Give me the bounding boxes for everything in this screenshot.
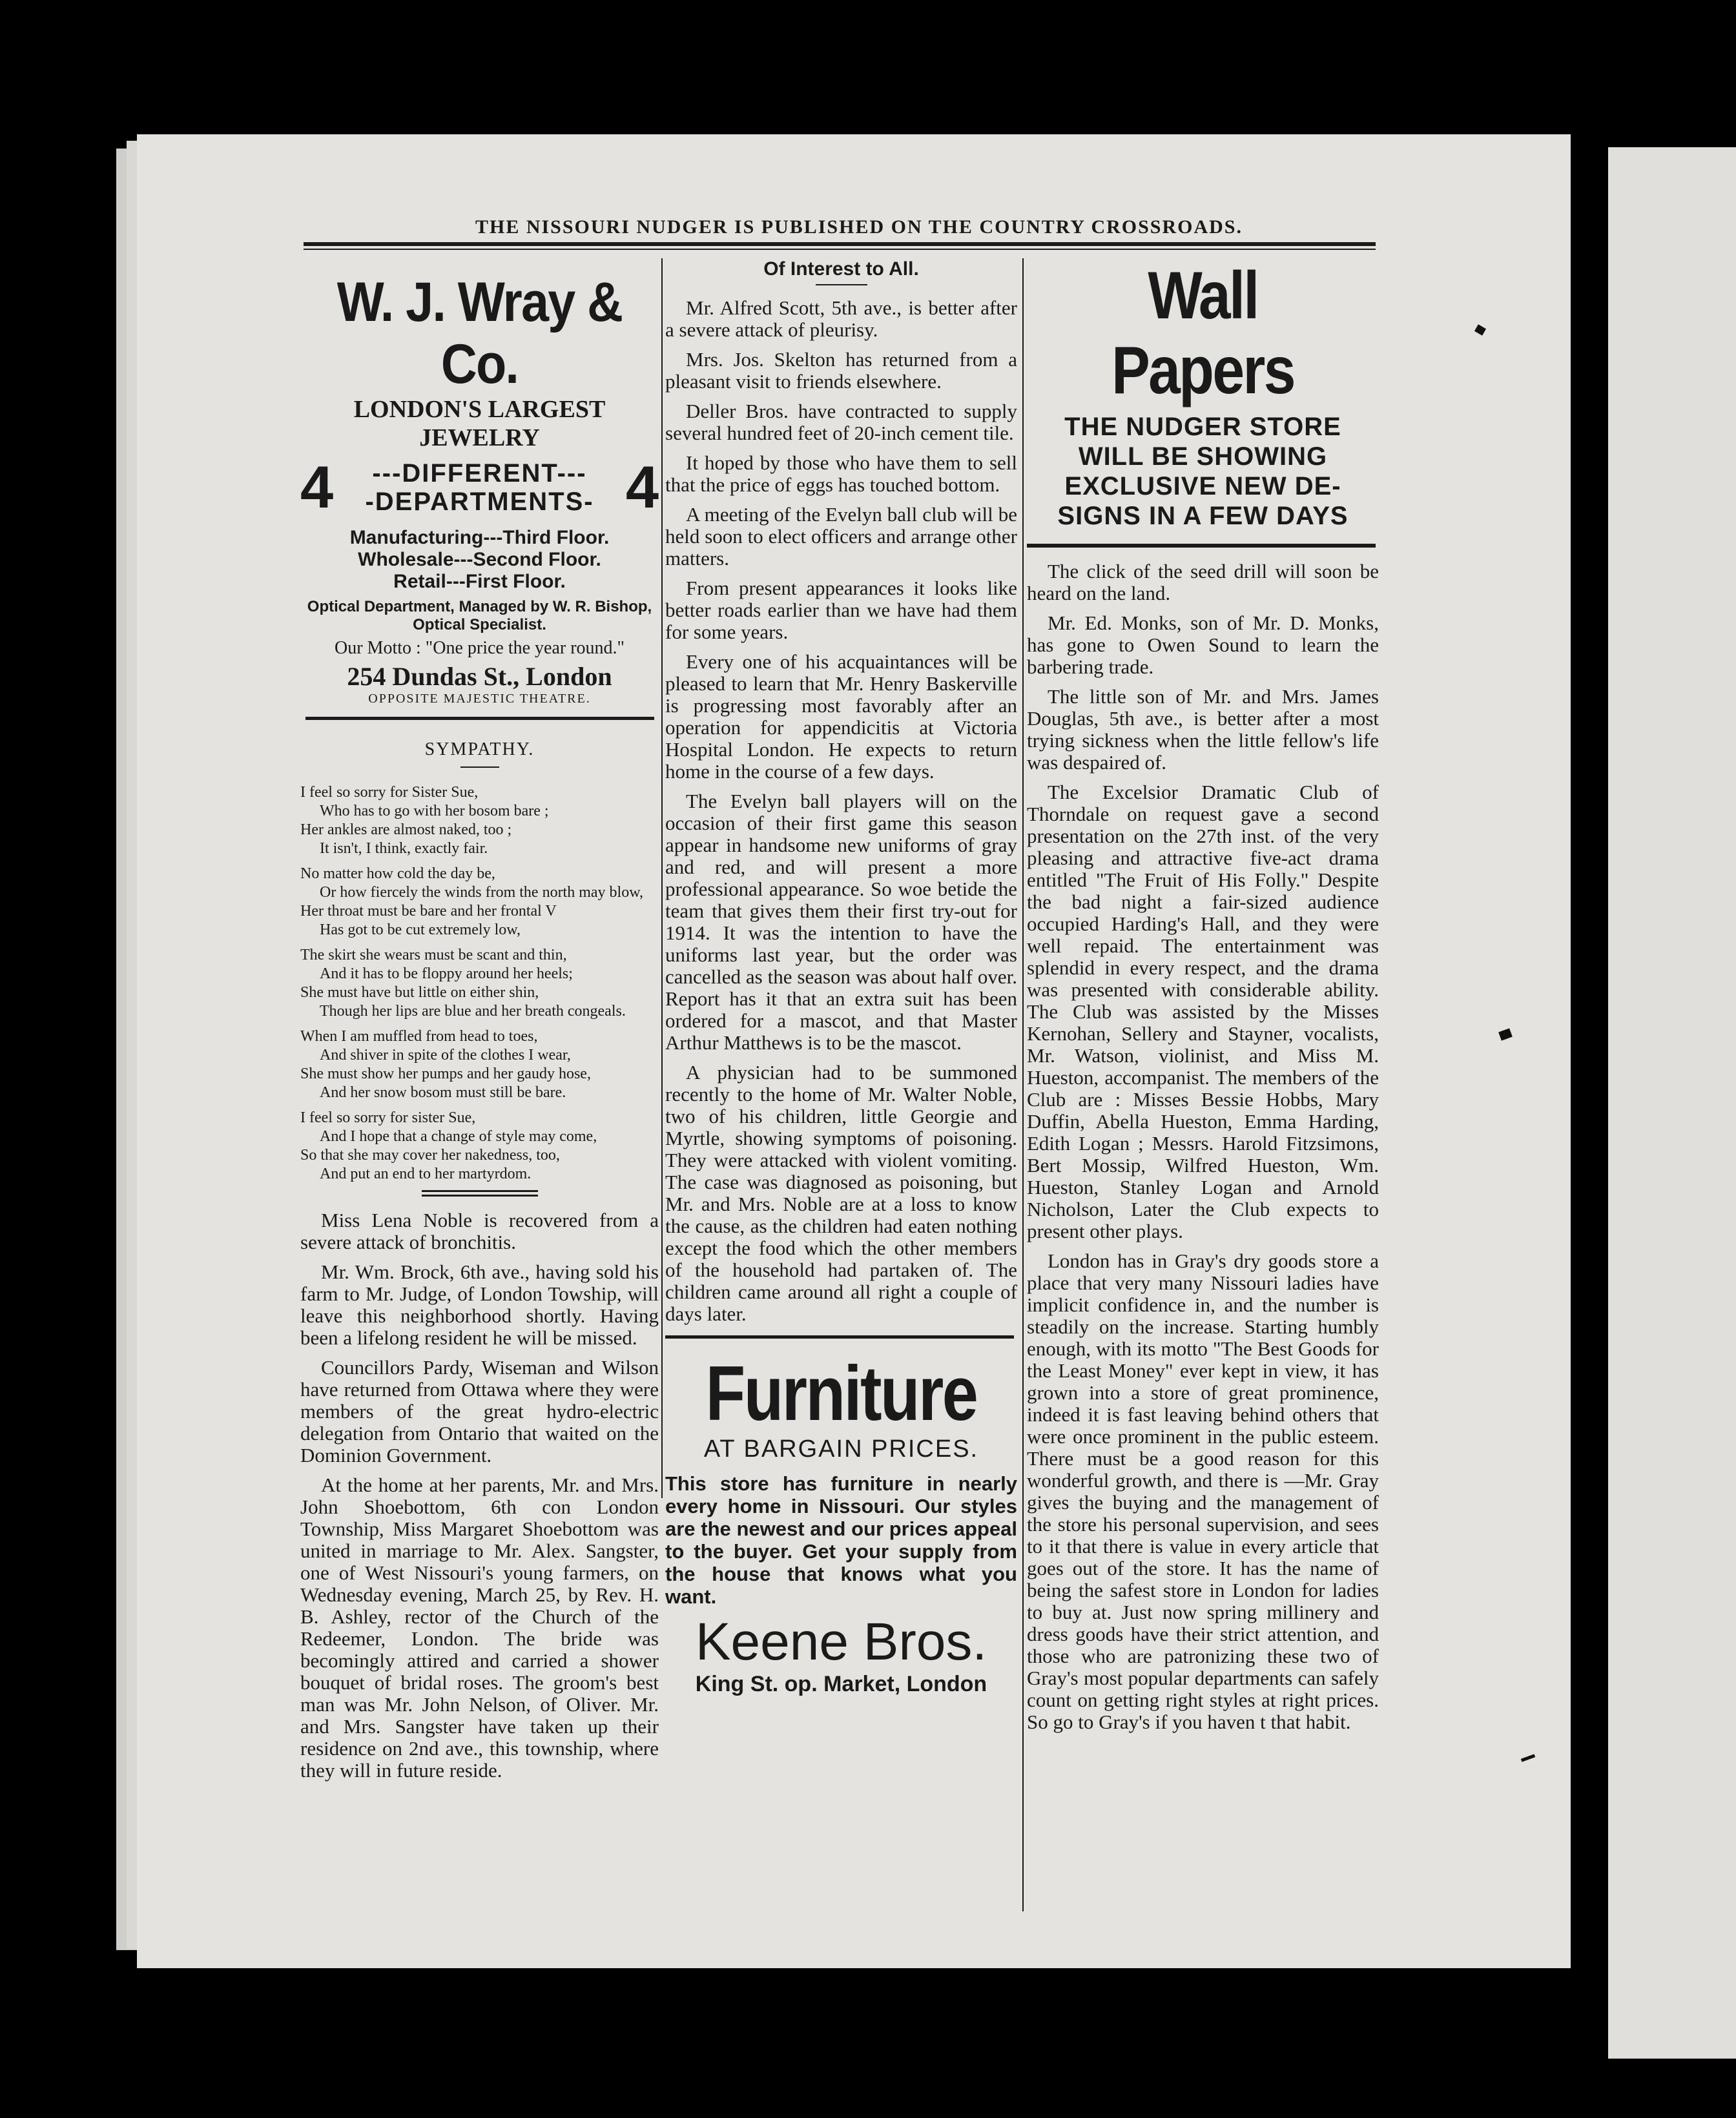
poem-line: Though her lips are blue and her breath congeals.: [320, 1003, 626, 1020]
page-header: THE NISSOURI NUDGER IS PUBLISHED ON THE COUNTRY CROSSROADS.: [475, 216, 1243, 238]
keene-bros-brand: Keene Bros.: [695, 1612, 987, 1671]
poem-line: I feel so sorry for Sister Sue,: [300, 784, 479, 801]
furniture-ad: [665, 1352, 1017, 1697]
wray-optical: Optical Department, Managed by W. R. Bishop, Optical Specialist.: [307, 598, 652, 633]
poem-line: And it has to be floppy around her heels;: [320, 965, 573, 982]
furniture-rule: [665, 1335, 1014, 1339]
news-item: Mr. Alfred Scott, 5th ave., is better after a severe attack of pleurisy.: [665, 296, 1017, 341]
floor-second: Wholesale---Second Floor.: [358, 549, 601, 570]
wray-floors: [300, 527, 659, 593]
wallpaper-rule: [1027, 544, 1376, 548]
wray-departments: [300, 455, 659, 520]
column-right-items: [1027, 560, 1379, 1733]
poem-end-rule-2: [422, 1195, 538, 1197]
wray-ad-subtitle: LONDON'S LARGEST JEWELRY: [353, 396, 606, 451]
poem-line: And shiver in spite of the clothes I wear,: [320, 1047, 571, 1064]
column-middle: [665, 258, 1017, 1697]
wallpaper-line-1: THE NUDGER STORE: [1064, 413, 1341, 441]
poem-line: And put an end to her martyrdom.: [320, 1166, 532, 1182]
header-rule: [304, 242, 1376, 246]
news-item: A physician had to be summoned recently to the home of Mr. Walter Noble, two of his children, little Georgie and Myrtle, showing symptoms of poisoning. They were attacked with violent vomiting. The case was diagnosed as poisoning, but Mr. and Mrs. Noble are at a loss to know the cause, as the children had eaten nothing except the food which the other members of the household had partaken of. The children came around all right a couple of days later.: [665, 1061, 1017, 1325]
poem-line: Her throat must be bare and her frontal V: [300, 903, 557, 920]
poem-title-rule: [460, 766, 499, 768]
wray-rule: [305, 717, 654, 720]
column-middle-items: [665, 297, 1017, 1325]
section-heading-rule: [816, 284, 867, 285]
news-item: It hoped by those who have them to sell that the price of eggs has touched bottom.: [665, 451, 1017, 496]
departments-line-1: ---DIFFERENT---: [372, 459, 587, 488]
floor-first: Retail---First Floor.: [393, 571, 566, 592]
keene-bros-address: King St. op. Market, London: [695, 1672, 987, 1696]
poem-line: She must have but little on either shin,: [300, 984, 539, 1001]
poem-stanza: [300, 1109, 659, 1184]
poem-line: Her ankles are almost naked, too ;: [300, 821, 512, 838]
poem-stanza: [300, 783, 659, 858]
poem-end-rule: [422, 1190, 538, 1192]
wallpaper-line-3: EXCLUSIVE NEW DE-: [1064, 472, 1341, 500]
news-item: Mr. Wm. Brock, 6th ave., having sold his farm to Mr. Judge, of London Towship, will leave this neighborhood shortly. Having been a lifelong resident he will be missed.: [300, 1260, 659, 1349]
news-item: Mr. Ed. Monks, son of Mr. D. Monks, has gone to Owen Sound to learn the barbering trade.: [1027, 612, 1379, 678]
poem-line: No matter how cold the day be,: [300, 865, 495, 882]
wray-ad: [300, 271, 659, 706]
poem-title: SYMPATHY.: [424, 739, 535, 759]
furniture-ad-title: Furniture: [705, 1350, 977, 1437]
column-divider-2: [1022, 258, 1024, 1911]
news-item: From present appearances it looks like better roads earlier than we have had them for some years.: [665, 577, 1017, 643]
news-item: The Evelyn ball players will on the occasion of their first game this season appear in handsome new uniforms of gray and red, and will present a more professional appearance. So woe betide the team that gives them their first try-out for 1914. It was the intention to have the uniforms last year, but the order was cancelled as the season was about half over. Report has it that an extra suit has been ordered for a mascot, and that Master Arthur Matthews is to be the mascot.: [665, 790, 1017, 1054]
floor-third: Manufacturing---Third Floor.: [349, 527, 610, 548]
departments-text: [365, 459, 594, 516]
wray-opposite: OPPOSITE MAJESTIC THEATRE.: [368, 692, 591, 706]
poem-line: Or how fiercely the winds from the north may blow,: [320, 884, 643, 901]
wray-motto: Our Motto : "One price the year round.": [335, 638, 625, 658]
news-item: Councillors Pardy, Wiseman and Wilson have returned from Ottawa where they were members of the great hydro-electric delegation from Ontario that waited on the Dominion Government.: [300, 1356, 659, 1466]
departments-number-right: 4: [625, 455, 659, 520]
poem-line: So that she may cover her nakedness, too,: [300, 1147, 560, 1164]
poem-line: It isn't, I think, exactly fair.: [320, 840, 488, 857]
poem-line: And I hope that a change of style may come,: [320, 1128, 597, 1145]
news-item: Mrs. Jos. Skelton has returned from a pleasant visit to friends elsewhere.: [665, 348, 1017, 393]
wallpaper-ad-text: [1027, 412, 1379, 531]
poem-line: I feel so sorry for sister Sue,: [300, 1109, 476, 1126]
poem-line: Who has to go with her bosom bare ;: [320, 803, 549, 819]
poem-line: She must show her pumps and her gaudy hose,: [300, 1065, 591, 1082]
header-rule-thin: [304, 249, 1376, 250]
departments-number-left: 4: [300, 455, 334, 520]
wallpaper-ad-title: Wall Papers: [1111, 258, 1294, 408]
news-item: Deller Bros. have contracted to supply several hundred feet of 20-inch cement tile.: [665, 400, 1017, 444]
news-item: Miss Lena Noble is recovered from a severe attack of bronchitis.: [300, 1209, 659, 1253]
poem-line: When I am muffled from head to toes,: [300, 1028, 538, 1045]
poem-line: And her snow bosom must still be bare.: [320, 1084, 566, 1101]
wray-ad-title: W. J. Wray & Co.: [336, 271, 623, 395]
news-item: London has in Gray's dry goods store a place that very many Nissouri ladies have implicit confidence in, and the number is steadily on the increase. Starting humbly enough, with its motto "The Best Goods for the Least Money" ever kept in view, it has grown into a store of great prominence, indeed it is fast leaving behind others that were once prominent in the public esteem. There must be a good reason for this wonderful growth, and there is —Mr. Gray gives the buying and the management of the store his personal supervision, and sees to it that there is value in every article that goes out of the store. It has the name of being the safest store in London for ladies to buy at. Just now spring millinery and dress goods have their strict attention, and those who are patronizing these two of Gray's most popular departments can safely count on getting right styles at right prices. So go to Gray's if you haven t that habit.: [1027, 1249, 1379, 1733]
poem-line: The skirt she wears must be scant and thin,: [300, 947, 567, 963]
news-item: The click of the seed drill will soon be heard on the land.: [1027, 560, 1379, 604]
wallpaper-line-2: WILL BE SHOWING: [1078, 442, 1328, 471]
section-heading: Of Interest to All.: [763, 258, 919, 280]
wray-address: 254 Dundas St., London: [347, 662, 612, 691]
news-item: The Excelsior Dramatic Club of Thorndale on request gave a second presentation on the 27th inst. of the very pleasing and attractive five-act drama entitled "The Fruit of His Folly." Despite the bad night a fair-sized audience occupied Harding's Hall, and they were well repaid. The entertainment was splendid in every respect, and the drama was presented with considerable ability. The Club was assisted by the Misses Kernohan, Sellery and Stayner, vocalists, Mr. Watson, violinist, and Miss M. Hueston, accompanist. The members of the Club are : Misses Bessie Hobbs, Mary Duffin, Abella Hueston, Emma Harding, Edith Logan ; Messrs. Harold Fitzsimons, Bert Mossip, Wilfred Hueston, Wm. Hueston, Stanley Logan and Arnold Nicholson, Later the Club expects to present other plays.: [1027, 781, 1379, 1242]
news-item: Every one of his acquaintances will be pleased to learn that Mr. Henry Baskerville is progressing most favorably after an operation for appendicitis at Victoria Hospital London. He expects to return home in the course of a few days.: [665, 650, 1017, 783]
wallpaper-ad: [1027, 258, 1379, 531]
poem-line: Has got to be cut extremely low,: [320, 921, 521, 938]
column-left-items: [300, 1209, 659, 1782]
furniture-ad-body: This store has furniture in nearly every home in Nissouri. Our styles are the newest and our prices appeal to the buyer. Get your supply from the house that knows what you want.: [665, 1472, 1017, 1608]
news-item: The little son of Mr. and Mrs. James Douglas, 5th ave., is better after a most trying sickness when the little fellow's life was despaired of.: [1027, 685, 1379, 774]
wallpaper-line-4: SIGNS IN A FEW DAYS: [1057, 502, 1348, 530]
news-item: At the home at her parents, Mr. and Mrs. John Shoebottom, 6th con London Township, Miss Margaret Shoebottom was united in marriage to Mr. Alex. Sangster, one of West Nissouri's young farmers, on Wednesday evening, March 25, by Rev. H. B. Ashley, rector of the Church of the Redeemer, London. The bride was becomingly attired and carried a shower bouquet of bridal roses. The groom's best man was Mr. John Nelson, of Oliver. Mr. and Mrs. Sangster have taken up their residence on 2nd ave., this township, where they will in future reside.: [300, 1474, 659, 1782]
column-right: [1027, 258, 1379, 1741]
news-item: A meeting of the Evelyn ball club will be held soon to elect officers and arrange other matters.: [665, 503, 1017, 570]
column-left: [300, 265, 659, 1789]
furniture-ad-subtitle: AT BARGAIN PRICES.: [703, 1435, 979, 1463]
column-divider-1: [661, 258, 663, 1498]
departments-line-2: -DEPARTMENTS-: [365, 488, 594, 516]
poem: [300, 783, 659, 1184]
poem-stanza: [300, 946, 659, 1021]
poem-stanza: [300, 1027, 659, 1102]
poem-stanza: [300, 865, 659, 940]
facing-page: [1608, 147, 1736, 2059]
